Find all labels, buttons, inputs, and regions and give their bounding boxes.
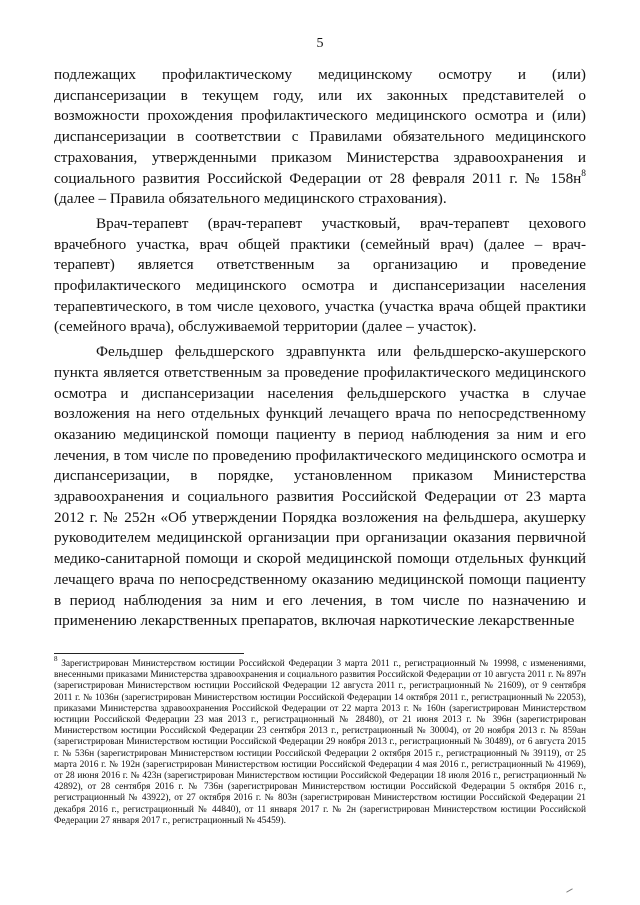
footnote-marker: 8	[54, 655, 58, 664]
page-number: 5	[316, 36, 324, 51]
footnote-separator	[54, 653, 244, 654]
footnote-reference[interactable]: 8	[581, 168, 586, 179]
footnote-text: Зарегистрирован Министерством юстиции Российской Федерации 3 марта 2011 г., регистрационный № 19998, с изменениями, внесенными приказами Министерства здравоохранения и социального развития Российской Федерации от 10 августа 2011 г. № 897н (зарегистрирован Министерством юстиции Российской Федерации 12 августа 2011 г., регистрационный № 21609), от 9 сентября 2011 г. № 1036н (зарегистрирован Министерством юстиции Российской Федерации 14 октября 2011 г., регистрационный № 22053), приказами Министерства здравоохранения Российской Федерации от 22 марта 2013 г. № 160н (зарегистрирован Министерством юстиции Российской Федерации 23 мая 2013 г., регистрационный № 28480), от 21 июня 2013 г. № 396н (зарегистрирован Министерством юстиции Российской Федерации 23 сентября 2013 г., регистрационный № 30004), от 20 ноября 2013 г. № 859ан (зарегистрирован Министерством юстиции Российской Федерации 29 ноября 2013 г., регистрационный № 30489), от 6 августа 2015 г. № 536н (зарегистрирован Министерством юстиции Российской Федерации 2 октября 2015 г., регистрационный № 39119), от 25 марта 2016 г. № 192н (зарегистрирован Министерством юстиции Российской Федерации 4 мая 2016 г., регистрационный № 41969), от 28 июня 2016 г. № 423н (зарегистрирован Министерством юстиции Российской Федерации 18 июля 2016 г., регистрационный № 42892), от 28 сентября 2016 г. № 736н (зарегистрирован Министерством юстиции Российской Федерации 5 октября 2016 г., регистрационный № 43922), от 27 октября 2016 г. № 803н (зарегистрирован Министерством юстиции Российской Федерации 21 декабря 2016 г., регистрационный № 44840), от 11 января 2017 г. № 2н (зарегистрирован Министерством юстиции Российской Федерации 27 января 2017 г., регистрационный № 45459).	[54, 659, 586, 826]
footnote	[54, 655, 586, 827]
paragraph-paramedic: Фельдшер фельдшерского здравпункта или фельдшерско-акушерского пункта является ответственным за проведение профилактического медицинского осмотра и диспансеризации населения фельдшерского участка в случае возложения на него отдельных функций лечащего врача по непосредственному оказанию медицинской помощи пациенту в период наблюдения за ним и его лечения, в том числе по проведению профилактического медицинского осмотра и диспансеризации, в порядке, установленном приказом Министерства здравоохранения и социального развития Российской Федерации от 23 марта 2012 г. № 252н «Об утверждении Порядка возложения на фельдшера, акушерку руководителем медицинской организации при организации оказания первичной медико-санитарной помощи и скорой медицинской помощи отдельных функций лечащего врача по непосредственному оказанию медицинской помощи пациенту в период наблюдения за ним и его лечения, в том числе по назначению и применению лекарственных препаратов, включая наркотические лекарственные	[54, 343, 586, 630]
scan-mark	[566, 888, 573, 892]
paragraph-text-tail: (далее – Правила обязательного медицинского страхования).	[54, 190, 447, 208]
paragraph-therapist: Врач-терапевт (врач-терапевт участковый, врач-терапевт цехового врачебного участка, врач общей практики (семейный врач) (далее – врач-терапевт) является ответственным за организацию и проведение профилактического медицинского осмотра и диспансеризации населения терапевтического, в том числе цехового, участка (участка врача общей практики (семейного врача), обслуживаемой территории (далее – участок).	[54, 214, 586, 336]
paragraph-text: подлежащих профилактическому медицинскому осмотру и (или) диспансеризации в текущем году, или их законных представителей о возможности прохождения профилактического медицинского осмотра и (или) диспансеризации в соответствии с Правилами обязательного медицинского страхования, утвержденными приказом Министерства здравоохранения и социального развития Российской Федерации от 28 февраля 2011 г. № 158н	[54, 66, 586, 187]
paragraph-continuation	[54, 65, 586, 210]
document-body	[54, 65, 586, 632]
